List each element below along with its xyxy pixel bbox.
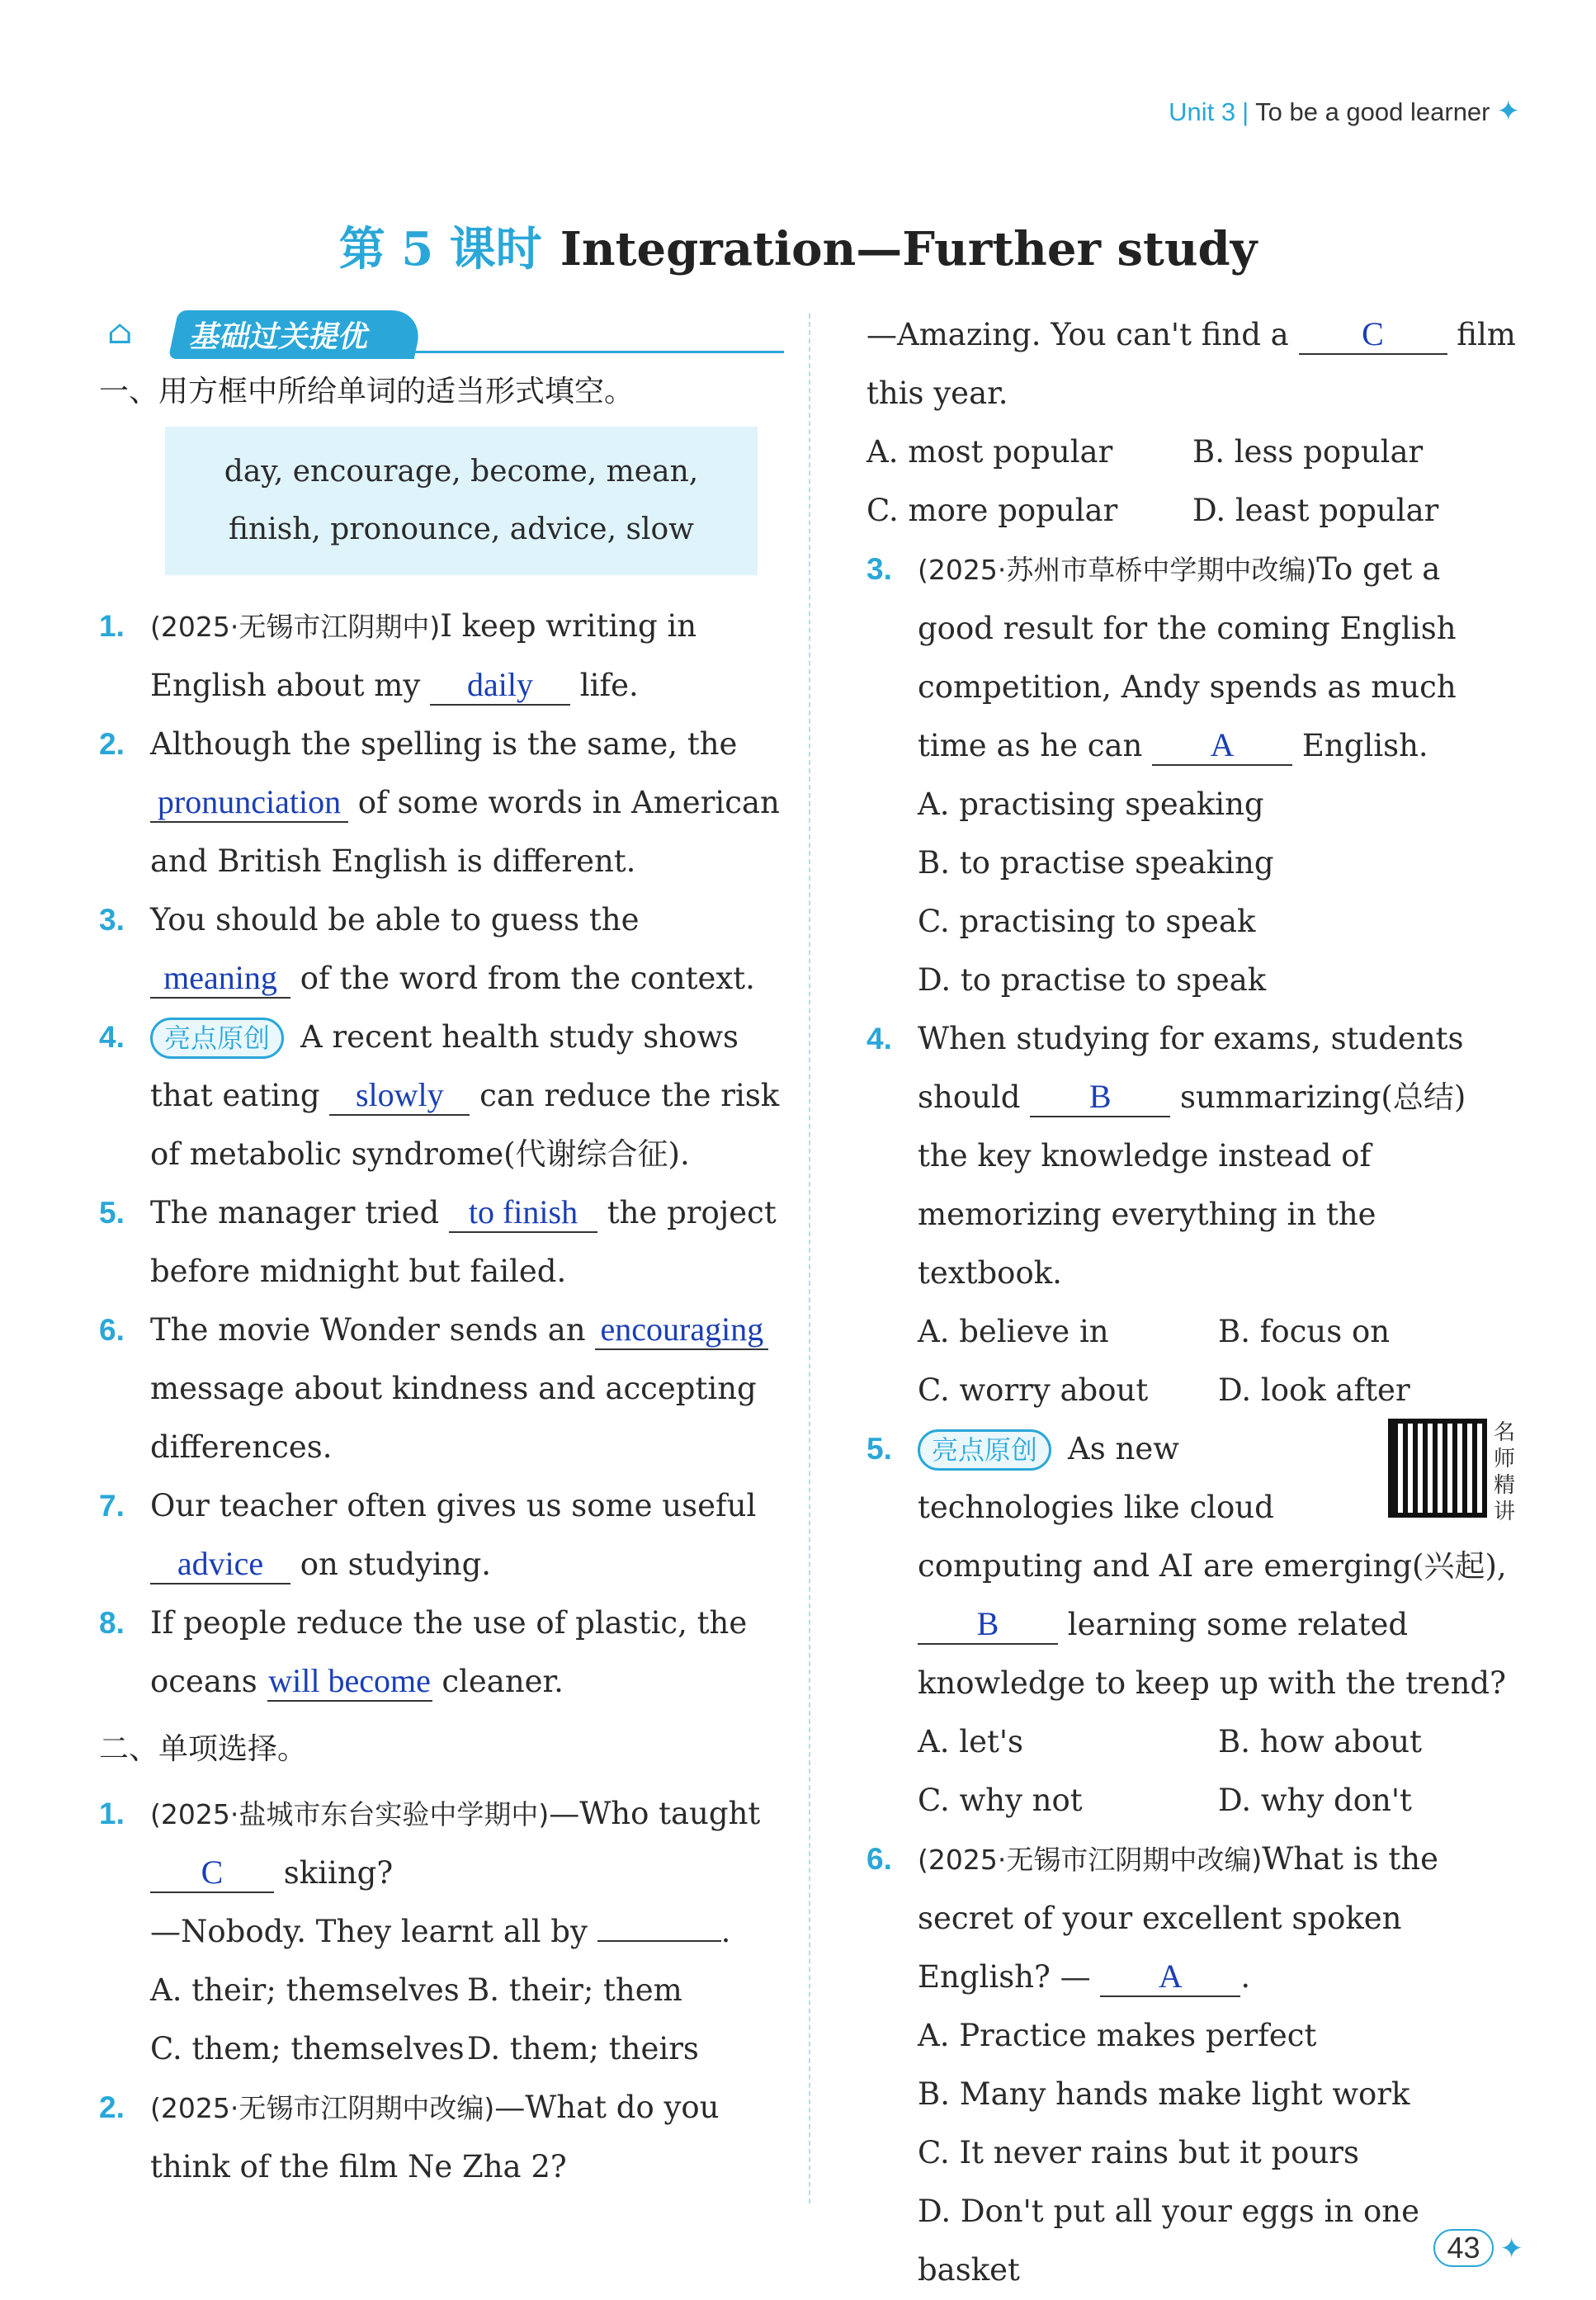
page-title: [0, 213, 1596, 279]
mc-item: [866, 1009, 1518, 1302]
unit-label: Unit 3: [1169, 97, 1236, 126]
option-c[interactable]: C. worry about: [918, 1372, 1149, 1408]
item-text: I keep writing in English about my: [150, 608, 697, 703]
mc-item: [99, 1784, 784, 1961]
item-text: cleaner.: [441, 1664, 564, 1699]
item-text: You should be able to guess the: [150, 902, 640, 937]
options: [866, 423, 1518, 540]
item-source: (2025·无锡市江阴期中改编): [918, 1844, 1263, 1876]
section1-heading: 一、用方框中所给单词的适当形式填空。: [99, 375, 635, 409]
option-b[interactable]: B. Many hands make light work: [918, 2076, 1410, 2112]
option-a[interactable]: A. their; themselves: [150, 1972, 460, 2008]
item-source: (2025·无锡市江阴期中): [150, 611, 441, 643]
answer-blank[interactable]: meaning: [150, 959, 290, 999]
original-badge: 亮点原创: [150, 1018, 284, 1059]
item-number: 2.: [99, 727, 125, 761]
answer-blank[interactable]: C: [150, 1854, 274, 1893]
word-box-line: finish, pronounce, advice, slow: [229, 512, 694, 546]
option-c[interactable]: C. them; themselves: [150, 2031, 465, 2066]
fill-item: [99, 1008, 784, 1183]
item-text: of the word from the context.: [300, 961, 755, 996]
options: [866, 1712, 1518, 1830]
answer-blank[interactable]: daily: [430, 666, 570, 706]
qr-block[interactable]: [1380, 1419, 1518, 1525]
option-a[interactable]: A. let's: [918, 1724, 1024, 1759]
option-c[interactable]: C. more popular: [866, 493, 1118, 528]
item-text: A recent health study shows that eating: [150, 1019, 739, 1113]
option-b[interactable]: B. their; them: [467, 1972, 682, 2008]
options: [99, 1961, 784, 2078]
item-number: 1.: [99, 1797, 125, 1830]
option-c[interactable]: C. practising to speak: [918, 904, 1256, 939]
item-text: —Who taught: [549, 1796, 761, 1831]
option-b[interactable]: B. less popular: [1192, 434, 1424, 470]
section2-heading: 二、单项选择。: [99, 1732, 308, 1766]
mc-item-continued: [866, 305, 1518, 423]
answer-blank[interactable]: A: [1100, 1958, 1240, 1997]
item-number: 3.: [99, 903, 125, 937]
answer-blank[interactable]: B: [1030, 1078, 1170, 1117]
answer-blank-empty[interactable]: [597, 1940, 721, 1942]
option-a[interactable]: A. most popular: [866, 434, 1113, 470]
option-c[interactable]: C. It never rains but it pours: [918, 2135, 1359, 2170]
item-text: on studying.: [300, 1547, 492, 1582]
option-a[interactable]: A. believe in: [918, 1314, 1109, 1349]
original-badge: 亮点原创: [918, 1429, 1051, 1471]
mc-item: [99, 2078, 784, 2196]
option-d[interactable]: D. look after: [1218, 1372, 1410, 1408]
item-number: 7.: [99, 1489, 125, 1523]
fill-item: [99, 1476, 784, 1594]
word-box-line: day, encourage, become, mean,: [224, 455, 699, 489]
answer-blank[interactable]: encouraging: [595, 1311, 768, 1350]
mc-item: [866, 1830, 1518, 2006]
section-banner: [99, 305, 784, 357]
fill-item: [99, 1301, 784, 1476]
fill-item: [99, 890, 784, 1008]
option-b[interactable]: B. focus on: [1218, 1314, 1391, 1349]
item-number: 5.: [866, 1432, 892, 1466]
option-d[interactable]: D. them; theirs: [467, 2031, 699, 2066]
options: [866, 775, 1518, 1009]
banner-label: 基础过关提优: [168, 310, 425, 359]
item-source: (2025·无锡市江阴期中改编): [150, 2092, 495, 2124]
item-number: 2.: [99, 2090, 125, 2124]
fill-item: [99, 1594, 784, 1711]
item-text: skiing?: [283, 1855, 394, 1891]
item-number: 3.: [866, 552, 892, 586]
answer-blank[interactable]: to finish: [449, 1193, 597, 1233]
answer-blank[interactable]: C: [1299, 315, 1447, 355]
sparkle-icon: ✦: [1496, 96, 1520, 127]
item-text: English.: [1301, 728, 1428, 763]
item-text: To get a good result for the coming English competition, Andy spends as much time as he can: [918, 551, 1457, 763]
item-text: The movie Wonder sends an: [150, 1312, 586, 1348]
option-b[interactable]: B. how about: [1218, 1724, 1422, 1759]
item-number: 8.: [99, 1606, 125, 1640]
item-text: —Nobody. They learnt all by: [150, 1914, 588, 1949]
item-number: 6.: [99, 1313, 125, 1347]
option-a[interactable]: A. practising speaking: [918, 786, 1264, 822]
lesson-number: 第 5 课时: [338, 222, 542, 276]
item-text: .: [720, 1914, 731, 1949]
option-d[interactable]: D. why don't: [1218, 1783, 1412, 1818]
options: [866, 1302, 1518, 1419]
item-text: the project before midnight but failed.: [150, 1195, 777, 1289]
options: [866, 2006, 1518, 2299]
right-column: [866, 305, 1518, 2299]
page-number: 43 ✦: [1433, 2229, 1523, 2267]
item-text: What is the secret of your excellent spoken English? —: [918, 1841, 1438, 1995]
mc-item: [866, 1419, 1518, 1712]
item-source: (2025·苏州市草桥中学期中改编): [918, 554, 1317, 586]
item-number: 1.: [99, 609, 125, 643]
item-number: 4.: [99, 1020, 125, 1054]
answer-blank[interactable]: pronunciation: [150, 783, 348, 823]
left-column: [99, 305, 784, 2196]
house-icon: ⌂: [107, 314, 133, 352]
option-d[interactable]: D. Don't put all your eggs in one basket: [918, 2194, 1419, 2288]
sparkle-icon: ✦: [1499, 2233, 1523, 2265]
item-text: The manager tried: [150, 1195, 440, 1230]
item-number: 4.: [866, 1022, 892, 1056]
word-box: [165, 427, 758, 575]
answer-blank[interactable]: B: [918, 1605, 1058, 1645]
item-text: —Amazing. You can't find a: [866, 317, 1289, 352]
item-text: As new technologies like cloud computing and AI are emerging(兴起),: [918, 1431, 1507, 1584]
qr-label: 名师精讲: [1494, 1420, 1516, 1524]
item-text: summarizing(总结) the key knowledge instead of memorizing everything in the textbook.: [918, 1079, 1466, 1291]
item-number: 5.: [99, 1196, 125, 1230]
answer-blank[interactable]: will become: [267, 1662, 432, 1702]
answer-blank[interactable]: A: [1152, 726, 1292, 766]
option-b[interactable]: B. to practise speaking: [918, 845, 1274, 881]
item-text: learning some related knowledge to keep up with the trend?: [918, 1607, 1506, 1701]
running-header: Unit 3 | To be a good learner ✦: [1169, 96, 1520, 127]
item-text: can reduce the risk of metabolic syndrome(代谢综合征).: [150, 1078, 780, 1172]
item-text: of some words in American and British English is different.: [150, 785, 780, 879]
item-text: Our teacher often gives us some useful: [150, 1488, 757, 1523]
item-text: film this year.: [866, 317, 1516, 411]
item-source: (2025·盐城市东台实验中学期中): [150, 1798, 550, 1830]
item-number: 6.: [866, 1842, 892, 1876]
unit-topic: To be a good learner: [1255, 97, 1490, 126]
fill-item: [99, 715, 784, 890]
option-a[interactable]: A. Practice makes perfect: [918, 2018, 1317, 2053]
qr-code-icon[interactable]: [1388, 1419, 1487, 1518]
answer-blank[interactable]: slowly: [329, 1076, 470, 1116]
item-text: —What do you think of the film Ne Zha 2?: [150, 2090, 720, 2184]
column-divider: [809, 314, 810, 2203]
item-text: message about kindness and accepting differences.: [150, 1371, 757, 1465]
item-text: life.: [579, 668, 639, 703]
fill-item: [99, 597, 784, 715]
answer-blank[interactable]: advice: [150, 1545, 290, 1584]
fill-item: [99, 1183, 784, 1301]
item-text: .: [1240, 1959, 1251, 1995]
item-text: When studying for exams, students should: [918, 1021, 1464, 1115]
item-text: Although the spelling is the same, the: [150, 726, 738, 762]
option-c[interactable]: C. why not: [918, 1783, 1083, 1818]
item-text: If people reduce the use of plastic, the oceans: [150, 1605, 748, 1699]
mc-item: [866, 540, 1518, 775]
lesson-name: Integration—Further study: [560, 222, 1258, 276]
option-d[interactable]: D. least popular: [1192, 493, 1439, 528]
option-d[interactable]: D. to practise to speak: [918, 962, 1267, 998]
